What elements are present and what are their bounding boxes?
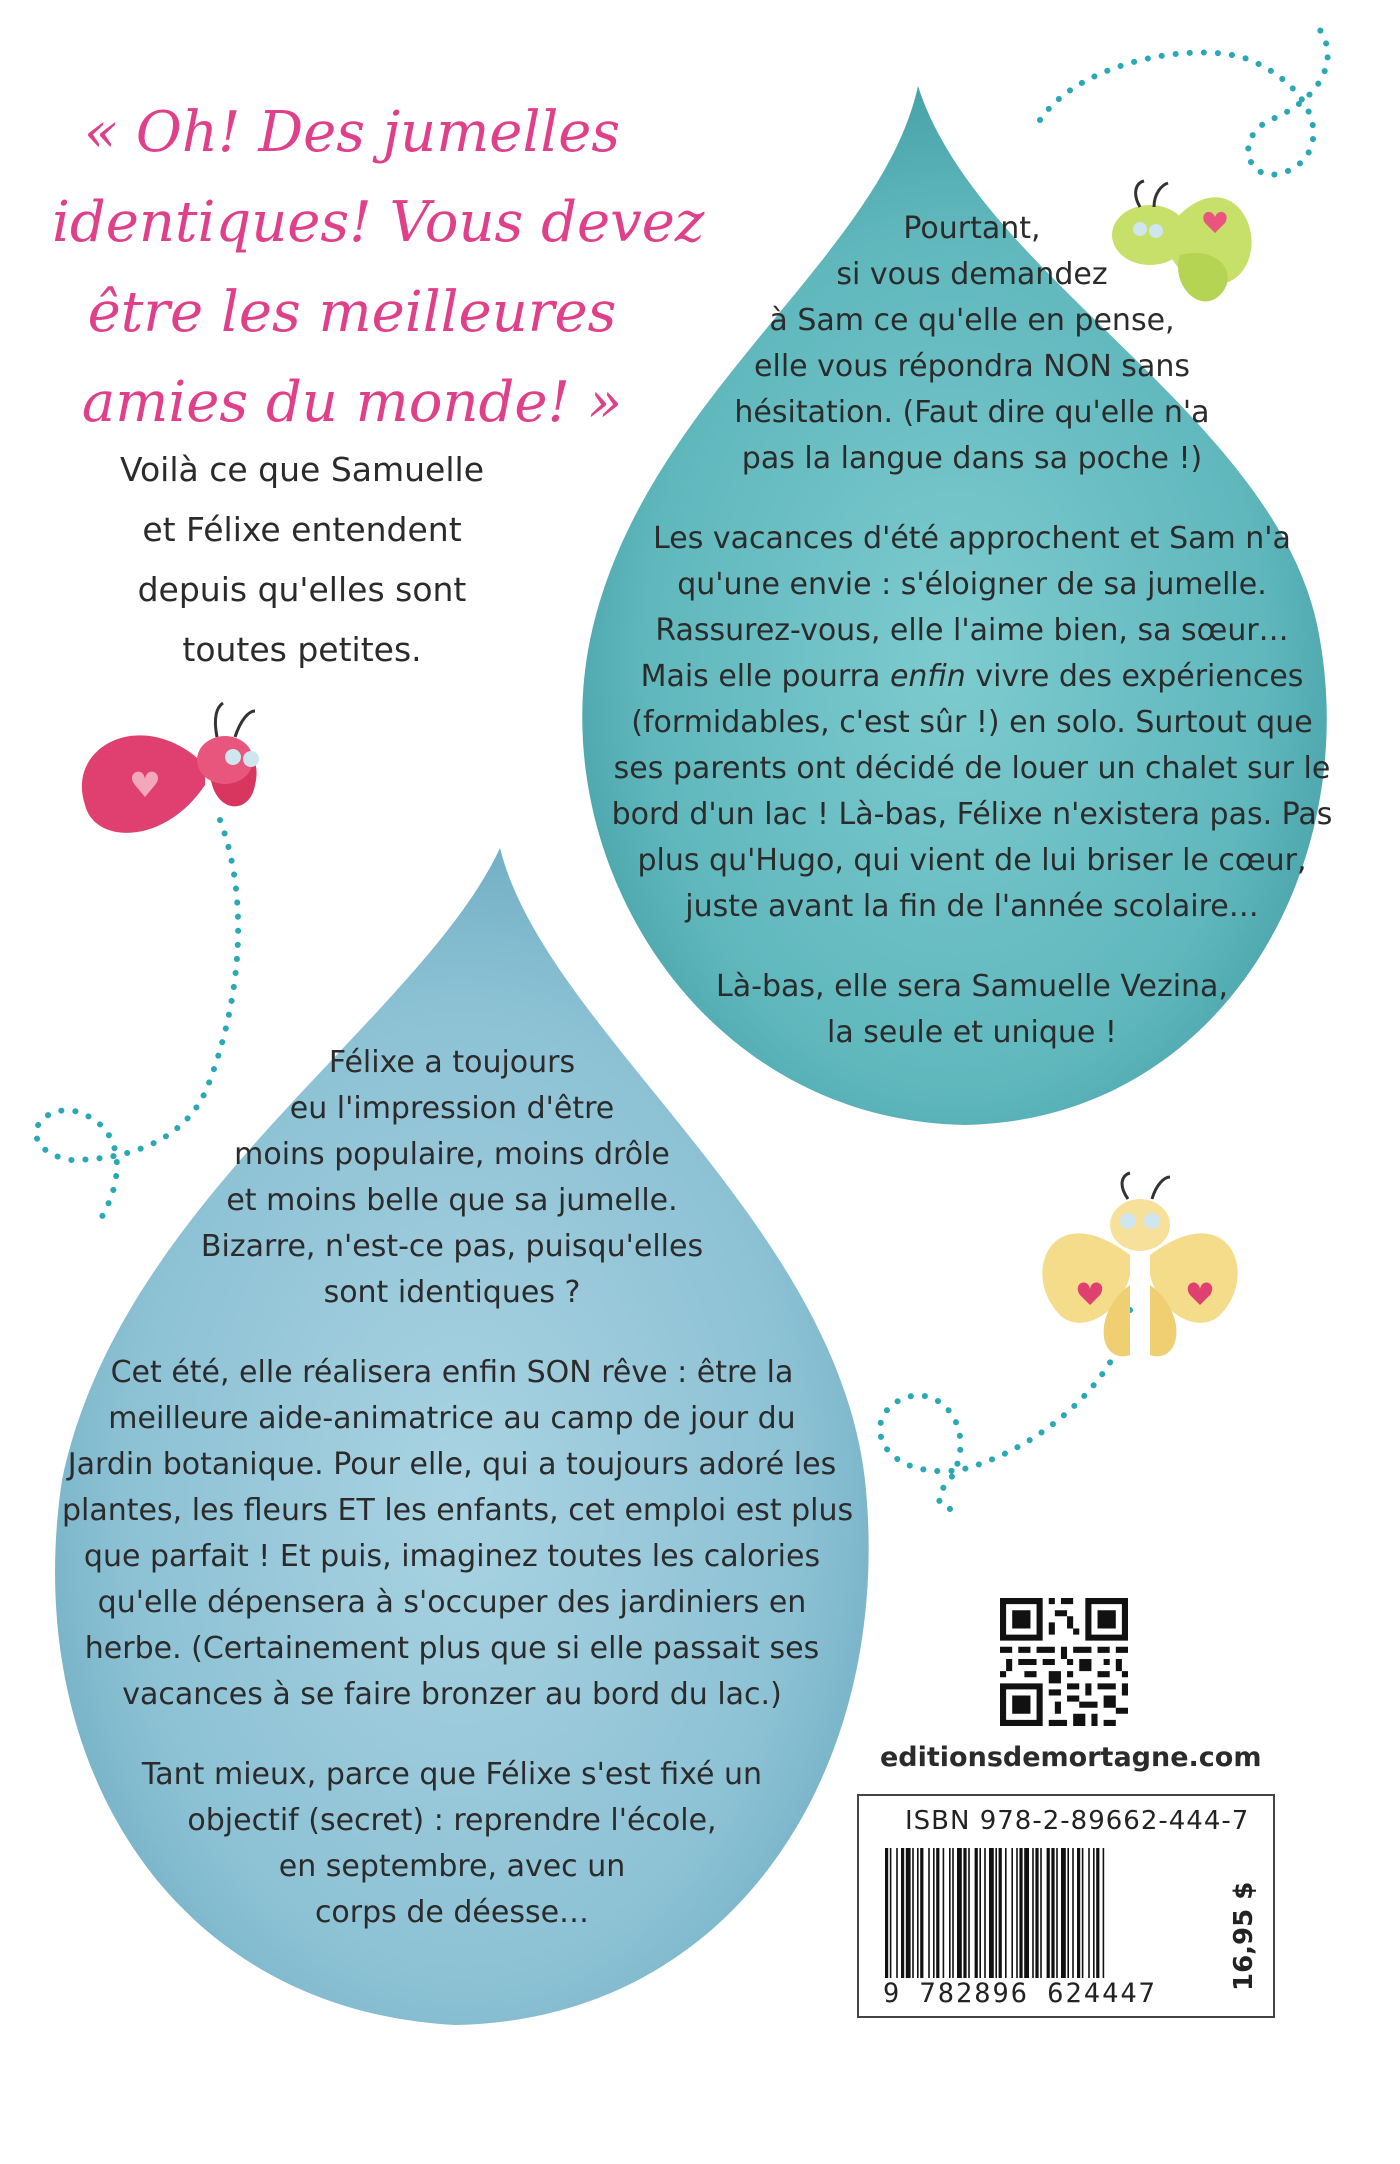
text-line: bord d'un lac ! Là-bas, Félixe n'existera pas. Pas — [611, 797, 1333, 832]
text-line: corps de déesse… — [314, 1895, 590, 1930]
quote-line: amies du monde! » — [81, 370, 623, 435]
intro-line: et Félixe entendent — [142, 510, 462, 549]
text-line: Là-bas, elle sera Samuelle Vezina, — [716, 969, 1228, 1004]
intro-line: depuis qu'elles sont — [137, 570, 467, 609]
dotted-trail-right — [880, 1310, 1130, 1510]
text-line: et moins belle que sa jumelle. — [226, 1183, 678, 1218]
text-line: Bizarre, n'est-ce pas, puisqu'elles — [200, 1229, 704, 1264]
text-line: si vous demandez — [836, 257, 1108, 292]
text-line: Les vacances d'été approchent et Sam n'a — [653, 521, 1291, 556]
text-line: moins populaire, moins drôle — [234, 1137, 670, 1172]
text-line: sont identiques ? — [323, 1275, 581, 1310]
text-line: pas la langue dans sa poche !) — [741, 441, 1203, 476]
right-drop-text — [592, 206, 1352, 1090]
text-line: plus qu'Hugo, qui vient de lui briser le cœur, — [637, 843, 1307, 878]
pink-quote — [52, 88, 705, 448]
text-line — [592, 654, 1352, 700]
left-drop-text — [62, 1040, 854, 1970]
paragraph — [62, 1752, 842, 1936]
isbn-label: ISBN 978-2-89662-444-7 — [905, 1806, 1250, 1836]
barcode-panel — [857, 1794, 1275, 2018]
text-line: en septembre, avec un — [278, 1849, 626, 1884]
intro-text — [112, 440, 492, 680]
text-line: herbe. (Certainement plus que si elle passait ses — [84, 1631, 820, 1666]
barcode-digits: 9 782896 624447 — [879, 1978, 1161, 2009]
paragraph — [62, 1350, 854, 1718]
quote-line: identiques! Vous devez — [52, 190, 705, 255]
quote-line: « Oh! Des jumelles — [83, 100, 621, 165]
text-line: vacances à se faire bronzer au bord du lac.) — [122, 1677, 782, 1712]
paragraph — [62, 1040, 842, 1316]
emphasis-word: enfin — [889, 659, 966, 694]
text-line: ses parents ont décidé de louer un chalet sur le — [613, 751, 1331, 786]
text-line: qu'une envie : s'éloigner de sa jumelle. — [677, 567, 1267, 602]
intro-line: Voilà ce que Samuelle — [119, 450, 484, 489]
qr-code-icon — [1000, 1598, 1128, 1726]
text-line: eu l'impression d'être — [289, 1091, 615, 1126]
text-line: qu'elle dépensera à s'occuper des jardiniers en — [97, 1585, 807, 1620]
price-label: 16,95 $ — [1229, 1881, 1259, 1991]
barcode-icon — [881, 1848, 1221, 1998]
butterfly-pink-icon — [82, 703, 259, 833]
text-line: Félixe a toujours — [328, 1045, 576, 1080]
paragraph — [592, 206, 1352, 482]
dotted-trail-top — [1040, 30, 1328, 175]
text-line: Cet été, elle réalisera enfin SON rêve : être la — [110, 1355, 794, 1390]
text-line: (formidables, c'est sûr !) en solo. Surtout que — [631, 705, 1313, 740]
text-line: elle vous répondra NON sans — [754, 349, 1190, 384]
text-line: la seule et unique ! — [827, 1015, 1117, 1050]
butterfly-yellow-icon — [1042, 1173, 1237, 1356]
text-line: Rassurez-vous, elle l'aime bien, sa sœur… — [655, 613, 1289, 648]
text-line: plantes, les fleurs ET les enfants, cet emploi est plus — [62, 1493, 854, 1528]
publisher-website: editionsdemortagne.com — [880, 1742, 1262, 1773]
text-line: meilleure aide-animatrice au camp de jour du — [108, 1401, 796, 1436]
text-part: Mais elle pourra — [640, 659, 890, 694]
text-line: à Sam ce qu'elle en pense, — [769, 303, 1175, 338]
text-line: Tant mieux, parce que Félixe s'est fixé un — [141, 1757, 763, 1792]
text-line: Jardin botanique. Pour elle, qui a toujours adoré les — [67, 1447, 837, 1482]
text-line: hésitation. (Faut dire qu'elle n'a — [734, 395, 1210, 430]
text-line: que parfait ! Et puis, imaginez toutes les calories — [83, 1539, 821, 1574]
quote-line: être les meilleures — [87, 280, 617, 345]
text-part: vivre des expériences — [965, 659, 1304, 694]
paragraph — [592, 516, 1352, 930]
text-line: juste avant la fin de l'année scolaire… — [685, 889, 1259, 924]
intro-line: toutes petites. — [182, 630, 422, 669]
text-line: objectif (secret) : reprendre l'école, — [187, 1803, 717, 1838]
text-line: Pourtant, — [903, 211, 1041, 246]
